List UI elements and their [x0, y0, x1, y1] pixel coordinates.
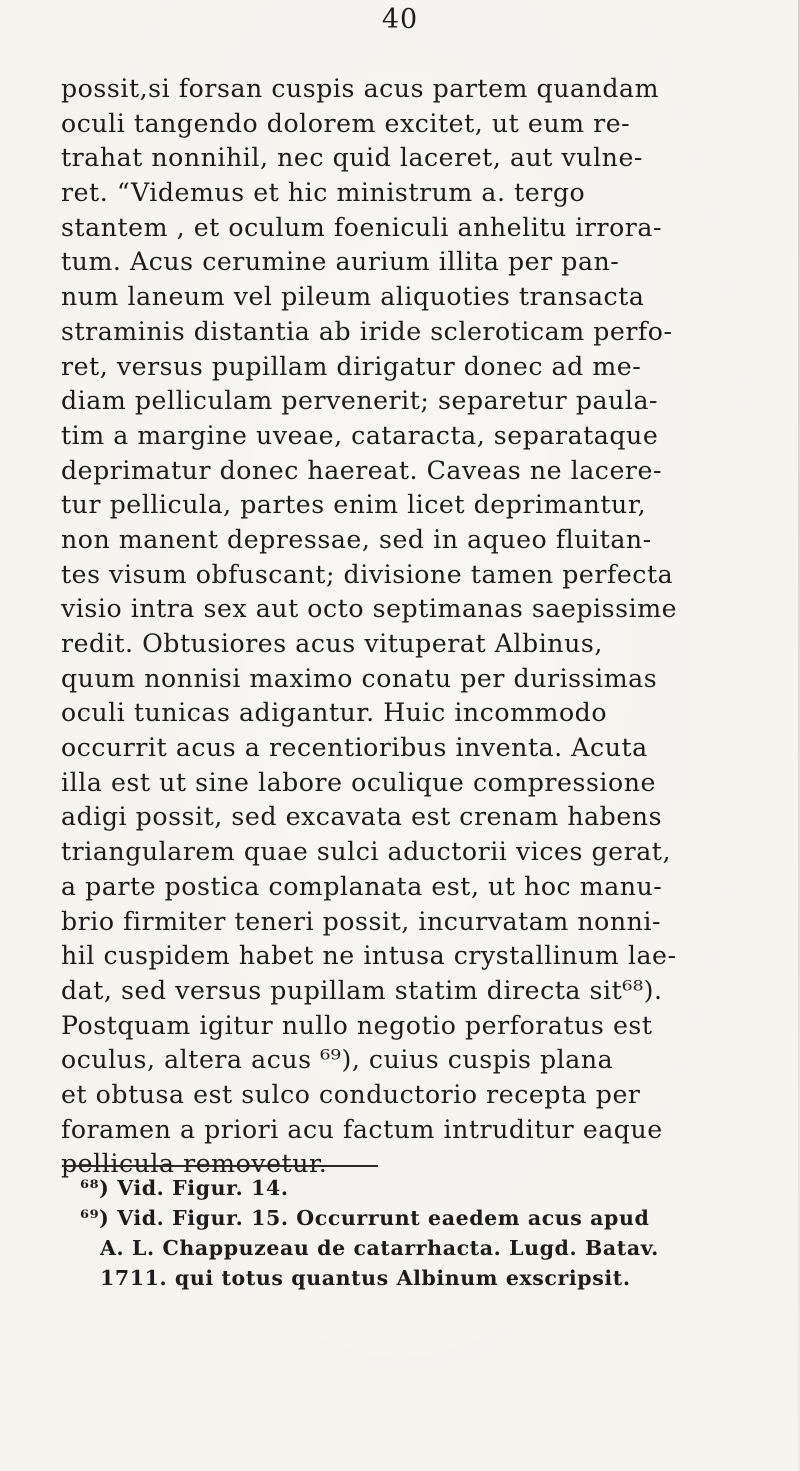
- text-line: a parte postica complanata est, ut hoc manu-: [61, 871, 663, 901]
- text-line: tes visum obfuscant; divisione tamen perfecta: [61, 559, 674, 589]
- text-line: straminis distantia ab iride scleroticam perfo-: [61, 316, 673, 346]
- text-line: tum. Acus cerumine aurium illita per pan-: [61, 247, 620, 277]
- page-number: 40: [381, 4, 419, 35]
- text-line: illa est ut sine labore oculique compressione: [61, 767, 656, 797]
- text-line: num laneum vel pileum aliquoties transacta: [61, 282, 645, 312]
- text-line: foramen a priori acu factum intruditur eaque: [61, 1114, 663, 1144]
- text-line: brio firmiter teneri possit, incurvatam nonni-: [61, 906, 662, 936]
- main-text: [61, 72, 800, 1182]
- text-line: oculi tunicas adigantur. Huic incommodo: [61, 698, 608, 728]
- text-line: tim a margine uveae, cataracta, separataque: [61, 420, 659, 450]
- footnote-69-continuation: 1711. qui totus quantus Albinum exscripsit.: [100, 1266, 631, 1290]
- footnotes: [80, 1173, 800, 1293]
- text-line: possit,si forsan cuspis acus partem quandam: [61, 74, 660, 103]
- footnote-69-continuation: A. L. Chappuzeau de catarrhacta. Lugd. Batav.: [100, 1236, 659, 1260]
- text-line: hil cuspidem habet ne intusa crystallinum lae-: [61, 941, 677, 971]
- text-line: triangularem quae sulci aductorii vices gerat,: [61, 837, 672, 867]
- text-line: tur pellicula, partes enim licet deprimantur,: [61, 490, 647, 520]
- text-line: pellicula removetur.: [61, 1149, 328, 1179]
- text-line: dat, sed versus pupillam statim directa sit⁶⁸).: [61, 975, 663, 1005]
- text-line: trahat nonnihil, nec quid laceret, aut vulne-: [61, 143, 643, 173]
- text-line: oculus, altera acus ⁶⁹), cuius cuspis plana: [61, 1045, 614, 1075]
- text-line: adigi possit, sed excavata est crenam habens: [61, 802, 663, 832]
- footnote-rule: [62, 1165, 378, 1167]
- text-line: non manent depressae, sed in aqueo fluitan-: [61, 524, 652, 554]
- text-line: Postquam igitur nullo negotio perforatus est: [61, 1010, 653, 1040]
- text-line: oculi tangendo dolorem excitet, ut eum re-: [61, 108, 631, 138]
- text-line: stantem , et oculum foeniculi anhelitu irrora-: [61, 212, 663, 242]
- text-line: ret, versus pupillam dirigatur donec ad me-: [61, 351, 642, 381]
- text-line: redit. Obtusiores acus vituperat Albinus,: [61, 629, 603, 658]
- text-line: deprimatur donec haereat. Caveas ne lacere-: [61, 455, 663, 485]
- text-line: visio intra sex aut octo septimanas saepissime: [61, 594, 678, 624]
- footnote-69: ⁶⁹) Vid. Figur. 15. Occurrunt eaedem acus apud: [80, 1206, 650, 1230]
- text-line: quum nonnisi maximo conatu per durissimas: [61, 663, 658, 693]
- text-line: ret. “Videmus et hic ministrum a. tergo: [61, 178, 586, 208]
- footnote-68: ⁶⁸) Vid. Figur. 14.: [80, 1176, 289, 1200]
- text-line: et obtusa est sulco conductorio recepta per: [61, 1079, 641, 1109]
- text-line: diam pelliculam pervenerit; separetur paula-: [61, 386, 659, 416]
- text-line: occurrit acus a recentioribus inventa. Acuta: [61, 733, 648, 763]
